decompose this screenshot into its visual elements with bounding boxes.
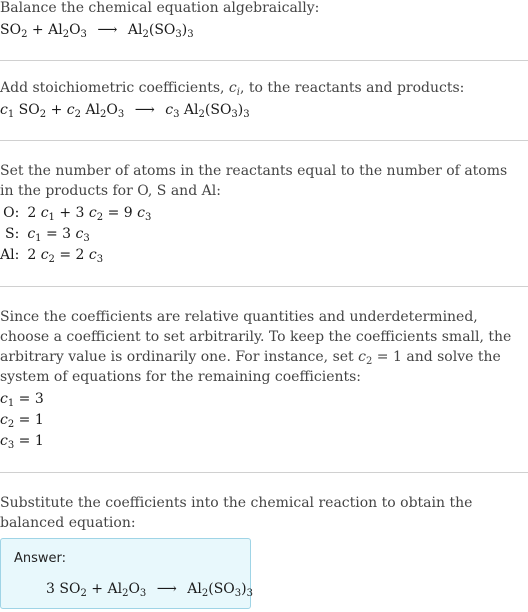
atom-balance-equations (0, 203, 151, 266)
coefficients-intro: Add stoichiometric coefficients, $c_i$, to the reactants and products: (0, 80, 465, 98)
unbalanced-equation: $SO_2 + Al_2O_3$ ⟶ $Al_2(SO_3)_3$ (0, 22, 194, 40)
equation-row-s: S: $c_1 = 3$ $c_3$ (5, 226, 90, 244)
equation-row-o: O: 2 $c_1 + 3$ $c_2 = 9$ $c_3$ (3, 205, 152, 223)
balanced-intro: Substitute the coefficients into the chemical reaction to obtain the balanced equation: (0, 495, 473, 531)
atom-balance-intro: Set the number of atoms in the reactants equal to the number of atoms in the products for O, S and Al: (0, 163, 508, 199)
answer-box (0, 538, 251, 609)
solve-intro: Since the coefficients are relative quantities and underdetermined, choose a coefficient to set arbitrarily. To keep the coefficients small, the arbitrary value is ordinarily one. For instance, set $c_2 = 1$ and solve the system of equations for the remaining coefficients: (0, 309, 512, 385)
problem-intro: Balance the chemical equation algebraically: (0, 0, 320, 16)
divider (0, 140, 528, 141)
balanced-equation: 3 $SO_2 + Al_2O_3$ ⟶ $Al_2(SO_3)_3$ (46, 581, 253, 599)
divider (0, 60, 528, 61)
coefficient-equation: $c_1$ $SO_2 + c_2$ $Al_2O_3$ ⟶ $c_3$ $Al_2(SO_3)_3$ (0, 102, 250, 120)
equation-row-al: Al: 2 $c_2 = 2$ $c_3$ (0, 247, 104, 265)
divider (0, 286, 528, 287)
solution-c1: $c_1 = 3$ (0, 391, 44, 409)
solution-c3: $c_3 = 1$ (0, 433, 44, 451)
divider (0, 472, 528, 473)
answer-label: Answer: (14, 551, 67, 566)
solution-c2: $c_2 = 1$ (0, 412, 44, 430)
